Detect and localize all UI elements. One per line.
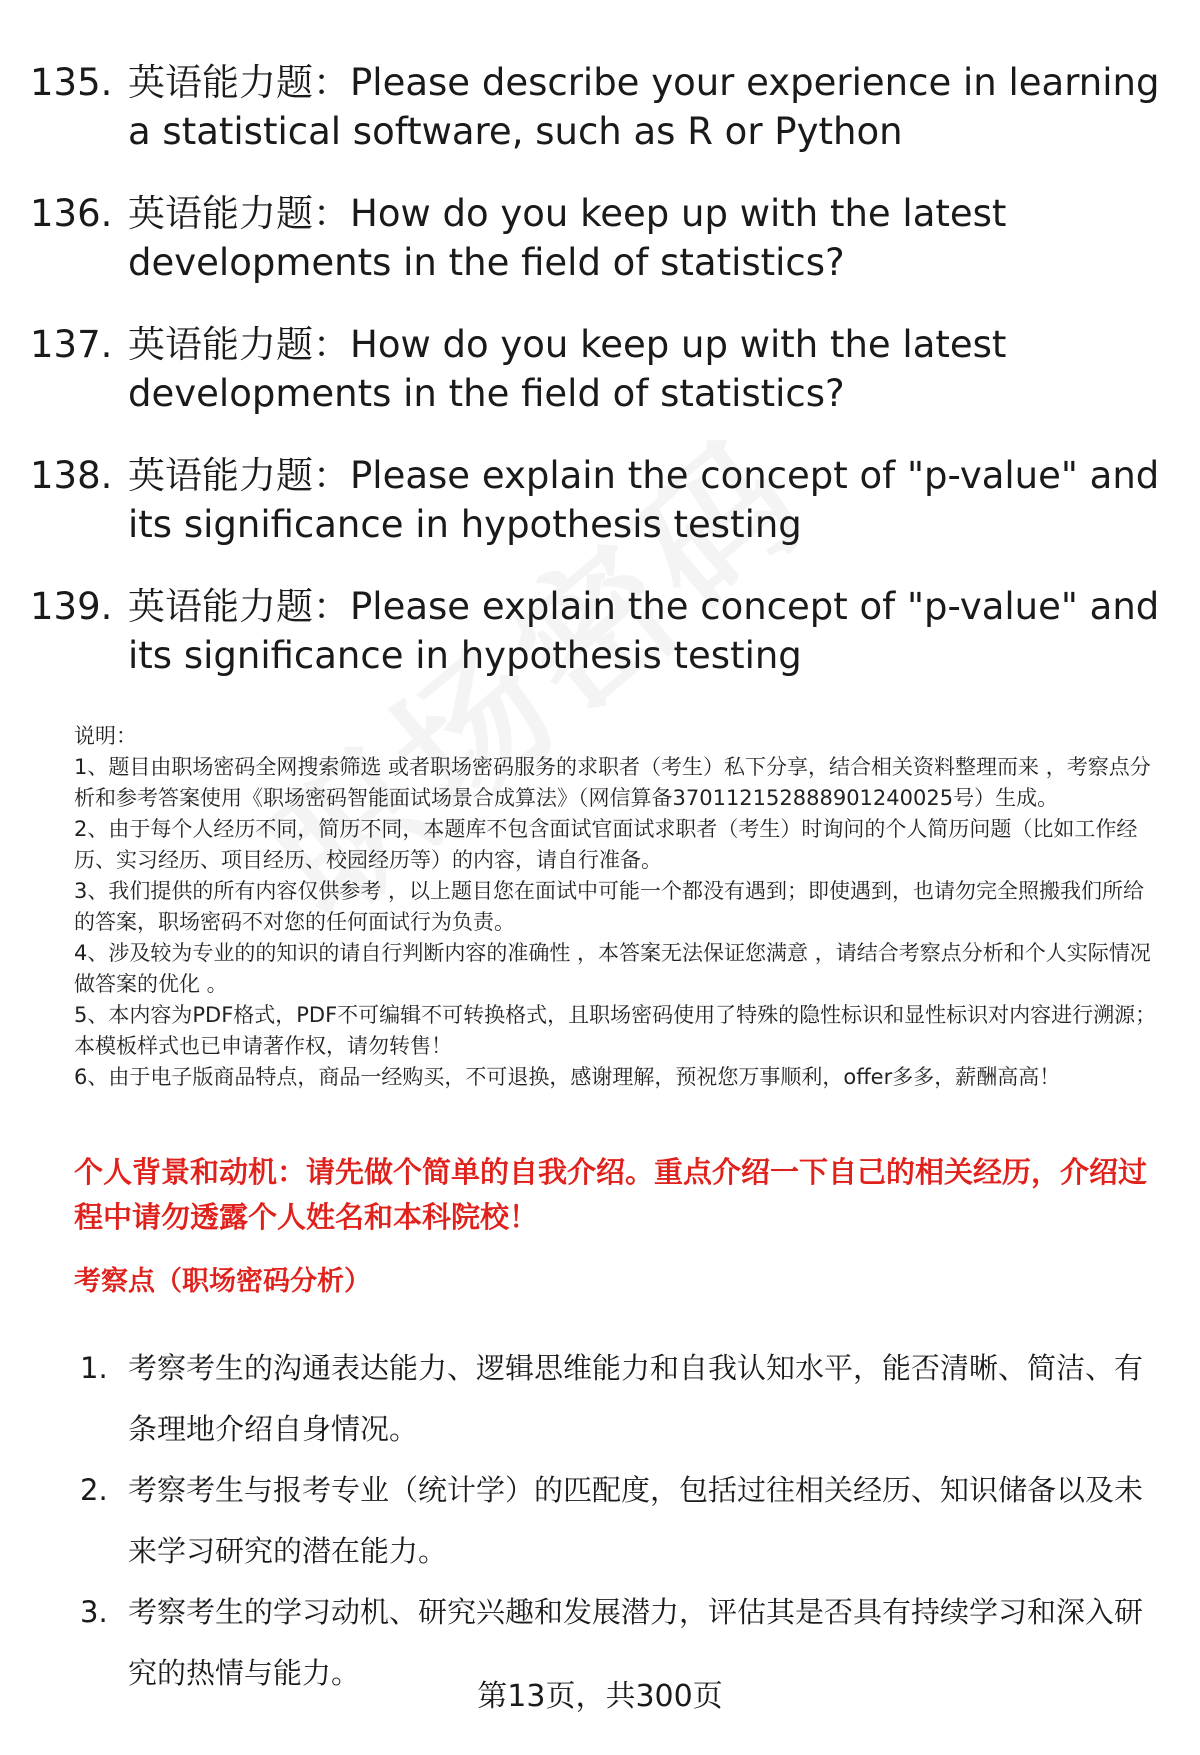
question-number: 137. bbox=[30, 323, 113, 366]
question-label: 英语能力题： bbox=[128, 192, 350, 235]
list-item bbox=[80, 1338, 1160, 1460]
section-heading: 个人背景和动机：请先做个简单的自我介绍。重点介绍一下自己的相关经历，介绍过程中请勿透露个人姓名和本科院校！ bbox=[74, 1155, 1148, 1234]
analysis-heading: 考察点（职场密码分析） bbox=[74, 1266, 371, 1297]
note-item: 5、本内容为PDF格式，PDF不可编辑不可转换格式，且职场密码使用了特殊的隐性标识和显性标识对内容进行溯源；本模板样式也已申请著作权，请勿转售！ bbox=[74, 1003, 1157, 1058]
point-text: 考察考生的沟通表达能力、逻辑思维能力和自我认知水平，能否清晰、简洁、有条理地介绍自身情况。 bbox=[128, 1351, 1144, 1446]
question-label: 英语能力题： bbox=[128, 585, 350, 628]
question-item bbox=[30, 582, 1170, 680]
page-footer: 第13页，共300页 bbox=[477, 1679, 723, 1714]
question-item bbox=[30, 320, 1170, 418]
notes-title: 说明： bbox=[74, 724, 137, 748]
question-item bbox=[30, 451, 1170, 549]
note-item: 1、题目由职场密码全网搜索筛选 或者职场密码服务的求职者（考生）私下分享，结合相关资料整理而来 ，考察点分析和参考答案使用《职场密码智能面试场景合成算法》（网信算备370112152888901240025号）生成。 bbox=[74, 755, 1151, 810]
point-number: 3. bbox=[80, 1595, 108, 1629]
question-number: 138. bbox=[30, 454, 113, 497]
question-text: Please explain the concept of "p-value" and its significance in hypothesis testing bbox=[128, 585, 1160, 677]
question-text: How do you keep up with the latest developments in the field of statistics? bbox=[128, 192, 1007, 284]
question-label: 英语能力题： bbox=[128, 61, 350, 104]
question-label: 英语能力题： bbox=[128, 454, 350, 497]
question-text: Please describe your experience in learning a statistical software, such as R or Python bbox=[128, 61, 1160, 153]
question-number: 136. bbox=[30, 192, 113, 235]
question-list bbox=[30, 58, 1170, 713]
question-item bbox=[30, 189, 1170, 287]
point-text: 考察考生的学习动机、研究兴趣和发展潜力，评估其是否具有持续学习和深入研究的热情与能力。 bbox=[128, 1595, 1144, 1690]
question-text: How do you keep up with the latest developments in the field of statistics? bbox=[128, 323, 1007, 415]
question-number: 139. bbox=[30, 585, 113, 628]
point-number: 2. bbox=[80, 1473, 108, 1507]
list-item bbox=[80, 1460, 1160, 1582]
note-item: 6、由于电子版商品特点，商品一经购买，不可退换，感谢理解，预祝您万事顺利，offer多多，薪酬高高！ bbox=[74, 1065, 1061, 1089]
question-item bbox=[30, 58, 1170, 156]
notes-block bbox=[74, 721, 1164, 1093]
question-text: Please explain the concept of "p-value" and its significance in hypothesis testing bbox=[128, 454, 1160, 546]
point-number: 1. bbox=[80, 1351, 108, 1385]
note-item: 3、我们提供的所有内容仅供参考 ，以上题目您在面试中可能一个都没有遇到；即使遇到，也请勿完全照搬我们所给的答案，职场密码不对您的任何面试行为负责。 bbox=[74, 879, 1145, 934]
question-label: 英语能力题： bbox=[128, 323, 350, 366]
question-number: 135. bbox=[30, 61, 113, 104]
point-text: 考察考生与报考专业（统计学）的匹配度，包括过往相关经历、知识储备以及未来学习研究的潜在能力。 bbox=[128, 1473, 1144, 1568]
note-item: 4、涉及较为专业的的知识的请自行判断内容的准确性 ，本答案无法保证您满意 ，请结合考察点分析和个人实际情况做答案的优化 。 bbox=[74, 941, 1151, 996]
analysis-points bbox=[80, 1338, 1160, 1704]
note-item: 2、由于每个人经历不同，简历不同，本题库不包含面试官面试求职者（考生）时询问的个人简历问题（比如工作经历、实习经历、项目经历、校园经历等）的内容，请自行准备。 bbox=[74, 817, 1138, 872]
